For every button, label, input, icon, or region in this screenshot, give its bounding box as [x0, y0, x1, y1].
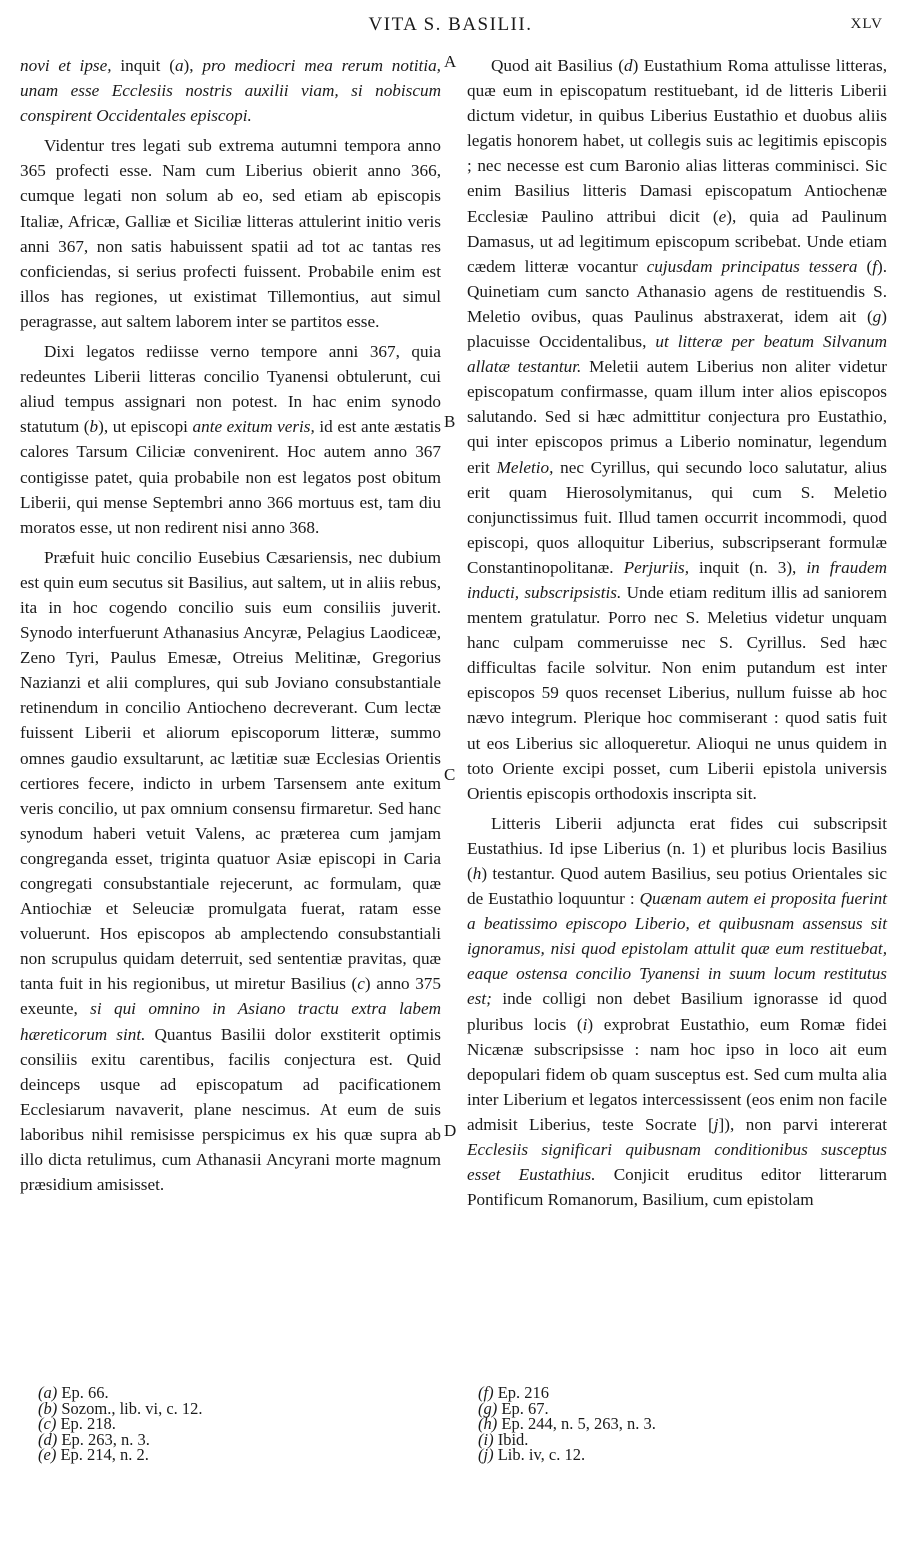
footnote-ref: (e): [38, 1445, 57, 1465]
italic-text: pro mediocri mea rerum notitia, unam esse Ecclesiis nostris auxilii viam, si nobiscum conspirent Occidentales episcopi.: [20, 56, 441, 126]
footnotes-left: [38, 1385, 418, 1463]
italic-text: si qui omnino in Asiano tractu extra labem hæreticorum sint.: [20, 999, 441, 1044]
italic-text: novi et ipse,: [20, 56, 112, 75]
text-run: nec Cyrillus, qui secundo loco salutatur, alius erit quam Hierosolymitanus, qui cum S. Meletio conjunctissimus fuit. Illud tamen occurrit incommodi, quod episcopi, quos alloquitur Liberius, subscripserant formulæ Constantinopolitanæ.: [467, 457, 887, 577]
text-run: ). Quinetiam cum sancto Athanasio agens de restituendis S. Meletio ovibus, quas Paulinus abstraxerat, idem ait (: [467, 256, 887, 326]
italic-text: in fraudem inducti, subscripsistis.: [467, 557, 887, 602]
margin-marker-d: D: [444, 1121, 457, 1140]
paragraph: [20, 133, 441, 334]
italic-text: a: [174, 56, 184, 75]
text-run: Litteris Liberii adjuncta erat fides cui subscripsit Eustathius. Id ipse Liberius (n. 1) et pluribus locis Basilius (: [467, 813, 887, 883]
text-run: (: [857, 256, 873, 276]
paragraph: [20, 545, 441, 1197]
footnote-ref: (i): [478, 1429, 494, 1449]
text-run: ) exprobrat Eustathio, eum Romæ fidei Nicænæ subscripsisse : nam hoc ipso in loco ait eum depopulari fidem ob quam susceptus est. Sed cum multa alia inter Liberium et legatos intercessissent (eos enim non facile admisit Liberius, teste Socrate [: [467, 1014, 887, 1134]
right-column: [467, 53, 887, 1212]
footnote-text: Ep. 66.: [61, 1383, 109, 1402]
footnote-text: Lib. iv, c. 12.: [497, 1445, 586, 1465]
margin-marker-a: A: [444, 52, 457, 71]
text-run: ), ut episcopi: [98, 417, 193, 437]
text-run: Conjicit eruditus editor litterarum Pontificum Romanorum, Basilium, cum epistolam: [467, 1165, 887, 1210]
italic-text: b: [89, 417, 99, 437]
italic-text: g: [872, 306, 882, 326]
margin-marker-c: C: [444, 765, 456, 784]
running-title: VITA S. BASILII.: [368, 14, 533, 35]
text-run: ]), non parvi intererat: [718, 1114, 887, 1134]
footnote-ref: (j): [478, 1445, 494, 1465]
text-run: Dixi legatos rediisse verno tempore anni 367, quia redeuntes Liberii litteras concilio Tyanensi obtulerunt, cui aliud tempus assignari non potest. In hac enim synodo statutum (: [20, 342, 441, 437]
italic-text: d: [623, 56, 633, 75]
page-number: XLV: [850, 16, 883, 32]
footnote-ref: (b): [38, 1398, 58, 1418]
italic-text: j: [713, 1114, 719, 1134]
footnote: [478, 1416, 858, 1432]
footnote-text: Ep. 216: [497, 1383, 550, 1402]
text-run: ) Eustathium Roma attulisse litteras, quæ eum in episcopatum restituebant, id de litteris Liberii dictum videtur, in quibus Liberius Eustathio et duobus aliis legatis honorem habet, ut collegis suis ac legitimis episcopis ; nec necesse est cum Baronio alias litteras comminisci. Sic enim Basilius litteris Damasi episcopatum Antiochenæ Ecclesiæ Paulino attribui dicit (: [467, 56, 887, 226]
footnote-ref: (g): [478, 1398, 498, 1418]
text-run: inde colligi non debet Basilium ignorasse id quod pluribus locis (: [467, 989, 887, 1034]
footnote-text: Ep. 244, n. 5, 263, n. 3.: [501, 1414, 656, 1434]
footnote-ref: (f): [478, 1383, 494, 1402]
footnote: [478, 1447, 858, 1463]
paragraph: [20, 53, 441, 128]
footnote-ref: (c): [38, 1414, 57, 1434]
margin-marker-b: B: [444, 412, 456, 431]
page-header: [0, 6, 901, 46]
text-run: inquit (: [111, 56, 175, 75]
paragraph: [467, 53, 887, 806]
text-run: Præfuit huic concilio Eusebius Cæsariensis, nec dubium est quin eum secutus sit Basilius, aut saltem, ut in aliis rebus, ita in hoc cogendo concilio suis eum consiliis juverit. Synodo interfuerunt Athanasius Ancyræ, Pelagius Laodiceæ, Zeno Tyri, Paulus Emesæ, Otreius Melitinæ, Gregorius Nazianzi et alii complures, qui sub Joviano consubstantiale retinendum in concilio Antiocheno decreverant. Cum lectæ fuissent Liberii et aliorum episcoporum litteræ, summo omnes gaudio exsultarunt, ac lætitiæ suæ Ecclesias Orientis certiores fecere, indicto in urbem Tarsensem ante exitum veris concilio, ut pax omnium consensu firmaretur. Sed hanc synodum haberi vetuit Valens, ac præterea cum jamjam congreganda esset, triginta quatuor Asiæ episcopi in Caria congregati consubstantiale rejecerunt, ac formulam, quæ Antiochiæ et Seleuciæ promulgata fuerat, ratam esse voluerunt. Hos episcopos ab amplectendo consubstantiali non scrupulus quidam deterruit, sed sententiæ pravitas, quæ tanta fuit in his regionibus, ut miretur Basilius (: [20, 547, 441, 994]
italic-text: c: [357, 974, 365, 994]
italic-text: Ecclesiis significari quibusnam conditionibus susceptus esset Eustathius.: [467, 1140, 887, 1185]
italic-text: Quænam autem ei proposita fuerint a beatissimo episcopo Liberio, et quibusnam assensus sit ignoramus, nisi quod epistolam attulit quæ eum restituebat, eaque ostensa concilio Tyanensi in suum locum restitutus est;: [467, 889, 887, 1009]
footnote-text: Ep. 67.: [501, 1398, 549, 1418]
footnote-text: Ep. 218.: [60, 1414, 116, 1434]
paragraph: [20, 339, 441, 540]
text-run: Quantus Basilii dolor exstiterit optimis consiliis exitu carentibus, facilis conjectura est. Quid deinceps usque ad episcopatum ad pacificationem Ecclesiarum navaverit, plane nescimus. At eum de suis laboribus nihil remisisse perspicimus ex his quæ supra ab illo dicta retulimus, cum Athanasii Ancyrani morte magnum præsidium amisisset.: [20, 1024, 441, 1195]
text-run: Videntur tres legati sub extrema autumni tempora anno 365 profecti esse. Nam cum Liberius obierit anno 366, cumque legati non solum ab eo, sed etiam ab episcopis Italiæ, Africæ, Galliæ et Siciliæ litteras attulerint initio veris anni 367, non satis habuissent spatii ad tot ac tantas res conficiendas, si serius profecti fuissent. Probabile enim est illos has regiones, ut existimat Tillemontius, aut simul peragrasse, aut saltem laborem inter se partitos esse.: [20, 136, 441, 331]
italic-text: cujusdam principatus tessera: [646, 256, 858, 276]
text-run: ) anno 375 exeunte,: [20, 974, 441, 1019]
italic-text: f: [872, 256, 877, 276]
footnote-ref: (a): [38, 1383, 58, 1402]
italic-text: e: [718, 206, 727, 226]
footnote: [38, 1447, 418, 1463]
italic-text: Perjuriis,: [623, 557, 689, 577]
text-run: inquit (n. 3),: [689, 557, 807, 577]
left-column: [20, 53, 441, 1197]
text-run: Quod ait Basilius (: [491, 56, 624, 75]
text-run: ) testantur. Quod autem Basilius, seu potius Orientales sic de Eustathio loquuntur :: [467, 864, 887, 909]
text-run: id est ante æstatis calores Tarsum Ciliciæ convenirent. Hoc autem anno 367 contigisse patet, quia probabile non est legatos post obitum Liberii, qui mense Septembri anno 366 mortuus est, tam diu moratos esse, ut non redirent nisi anno 368.: [20, 417, 441, 537]
footnotes-right: [478, 1385, 858, 1463]
footnote-text: Sozom., lib. vi, c. 12.: [61, 1398, 203, 1418]
footnote-text: Ep. 214, n. 2.: [60, 1445, 149, 1465]
italic-text: Meletio,: [496, 457, 554, 477]
italic-text: ut litteræ per beatum Silvanum allatæ testantur.: [467, 332, 888, 377]
text-run: ),: [183, 56, 203, 75]
italic-text: h: [472, 864, 482, 883]
footnote-ref: (d): [38, 1429, 58, 1449]
italic-text: ante exitum veris,: [192, 417, 315, 437]
italic-text: i: [582, 1014, 588, 1034]
text-run: ) placuisse Occidentalibus,: [467, 306, 887, 352]
text-run: Unde etiam reditum illis ad saniorem mentem gratulatur. Porro nec S. Meletius videtur unquam hanc culpam commeruisse nec S. Cyrillus. Sed hæc difficultas facile solvitur. Non enim putandum est inter episcopos 59 quos recenset Liberius, nullum fuisse ab hoc nævo integrum. Plerique hoc commiserant : quod satis fuit ut eos Liberius sic alloqueretur. Alioqui ne unus quidem in toto Oriente excipi posset, cum Liberii epistola universis Orientis episcopis orthodoxis inscripta sit.: [467, 582, 887, 803]
footnote-text: Ep. 263, n. 3.: [61, 1429, 150, 1449]
footnote-ref: (h): [478, 1414, 498, 1434]
text-run: Meletii autem Liberius non aliter videtur episcopatum confirmasse, quam illum inter alios episcopos salutando. Sed si hæc admittitur conjectura pro Eustathio, qui inter episcopos primus a Liberio nominatur, legendum erit: [467, 357, 888, 477]
paragraph: [467, 811, 887, 1213]
text-run: ), quia ad Paulinum Damasus, ut ad legitimum episcopum scribebat. Unde etiam cædem litteræ vocantur: [467, 206, 887, 276]
footnote-text: Ibid.: [497, 1429, 529, 1449]
